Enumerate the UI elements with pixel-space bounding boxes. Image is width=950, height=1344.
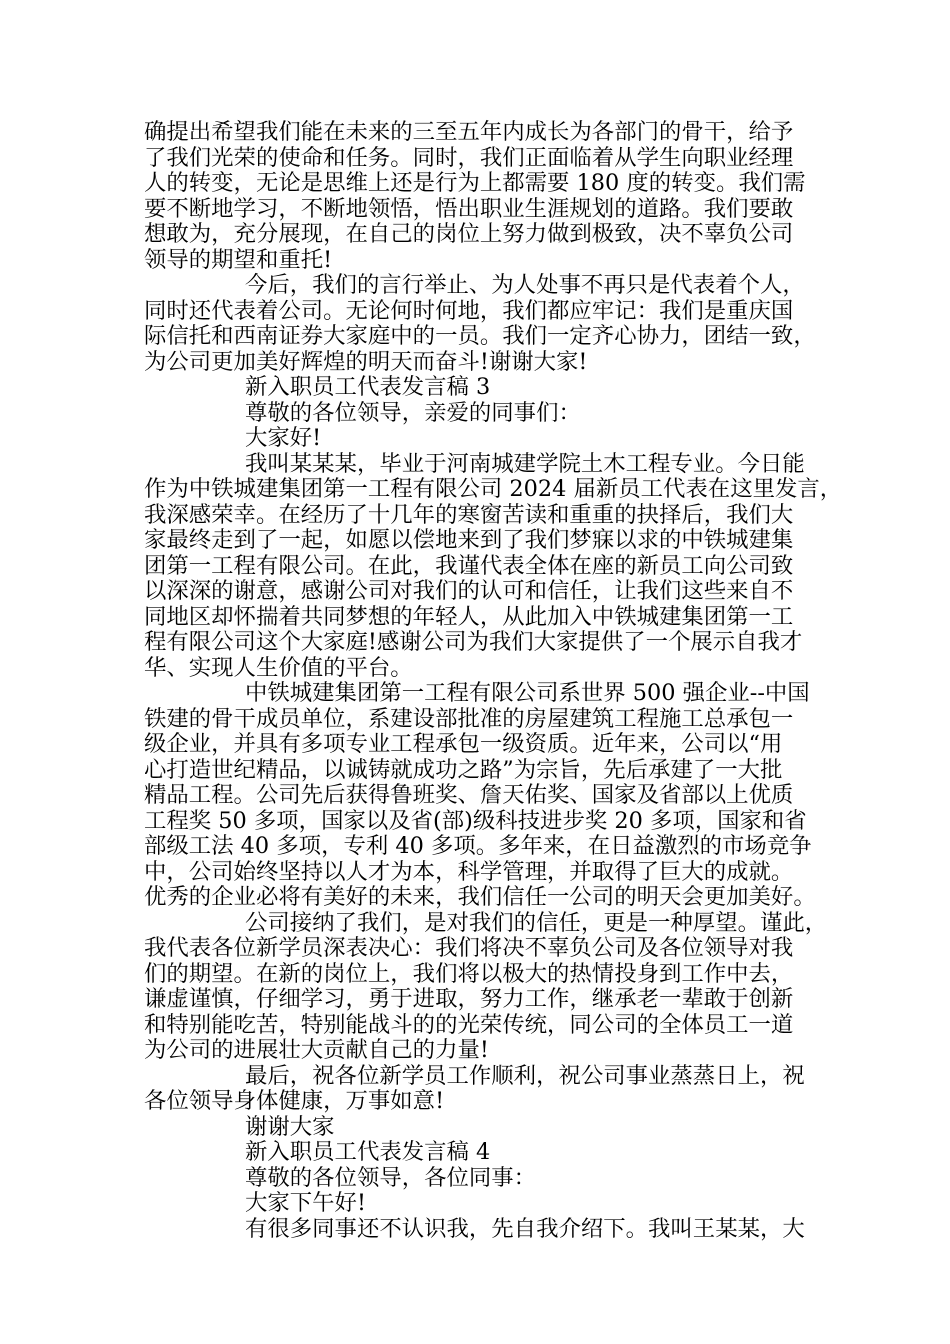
text-line: 以深深的谢意，感谢公司对我们的认可和信任，让我们这些来自不 — [144, 578, 794, 604]
text-line: 最后，祝各位新学员工作顺利，祝公司事业蒸蒸日上，祝 — [245, 1062, 805, 1089]
text-line: 谢谢大家 — [245, 1113, 335, 1140]
text-line: 我深感荣幸。在经历了十几年的寒窗苦读和重重的抉择后，我们大 — [144, 501, 794, 528]
text-line: 同地区却怀揣着共同梦想的年轻人，从此加入中铁城建集团第一工 — [144, 603, 794, 630]
text-line: 中，公司始终坚持以人才为本，科学管理，并取得了巨大的成就。 — [144, 858, 794, 885]
text-line: 尊敬的各位领导，亲爱的同事们： — [245, 399, 581, 426]
text-line: 优秀的企业必将有美好的未来，我们信任一公司的明天会更加美好。 — [144, 884, 816, 910]
text-line: 我代表各位新学员深表决心：我们将决不辜负公司及各位领导对我 — [144, 935, 794, 961]
text-line: 程有限公司这个大家庭!感谢公司为我们大家提供了一个展示自我才 — [144, 629, 803, 655]
text-line: 要不断地学习，不断地领悟，悟出职业生涯规划的道路。我们要敢 — [144, 195, 794, 222]
text-line: 精品工程。公司先后获得鲁班奖、詹天佑奖、国家及省部以上优质 — [144, 782, 794, 808]
text-line: 新入职员工代表发言稿 3 — [245, 374, 491, 400]
text-line: 谦虚谨慎，仔细学习，勇于进取，努力工作，继承老一辈敢于创新 — [144, 986, 794, 1012]
text-line: 部级工法 40 多项，专利 40 多项。多年来，在日益激烈的市场竞争 — [144, 833, 812, 859]
text-line: 今后，我们的言行举止、为人处事不再只是代表着个人， — [245, 272, 805, 298]
text-line: 有很多同事还不认识我，先自我介绍下。我叫王某某，大 — [245, 1215, 805, 1242]
text-line: 心打造世纪精品，以诚铸就成功之路”为宗旨，先后承建了一大批 — [144, 756, 783, 783]
text-line: 领导的期望和重托! — [144, 246, 333, 273]
text-line: 为公司的进展壮大贡献自己的力量! — [144, 1037, 489, 1063]
text-line: 尊敬的各位领导，各位同事： — [245, 1164, 537, 1191]
text-line: 为公司更加美好辉煌的明天而奋斗!谢谢大家! — [144, 348, 588, 375]
document-page — [144, 119, 843, 1242]
text-line: 了我们光荣的使命和任务。同时，我们正面临着从学生向职业经理 — [144, 144, 794, 171]
text-line: 工程奖 50 多项，国家以及省(部)级科技进步奖 20 多项，国家和省 — [144, 807, 807, 834]
text-line: 各位领导身体健康，万事如意! — [144, 1088, 445, 1114]
text-line: 作为中铁城建集团第一工程有限公司 2024 届新员工代表在这里发言， — [144, 476, 843, 502]
text-line: 大家下午好! — [245, 1190, 366, 1216]
text-line: 铁建的骨干成员单位，系建设部批准的房屋建筑工程施工总承包一 — [144, 705, 794, 732]
text-line: 同时还代表着公司。无论何时何地，我们都应牢记：我们是重庆国 — [144, 297, 794, 324]
text-line: 际信托和西南证券大家庭中的一员。我们一定齐心协力，团结一致， — [144, 323, 816, 349]
text-line: 我叫某某某，毕业于河南城建学院土木工程专业。今日能 — [245, 450, 805, 477]
text-line: 想敢为，充分展现，在自己的岗位上努力做到极致，决不辜负公司 — [144, 221, 794, 247]
text-line: 和特别能吃苦，特别能战斗的的光荣传统，同公司的全体员工一道 — [144, 1011, 794, 1038]
text-line: 们的期望。在新的岗位上，我们将以极大的热情投身到工作中去， — [144, 960, 794, 987]
text-line: 家最终走到了一起，如愿以偿地来到了我们梦寐以求的中铁城建集 — [144, 527, 794, 553]
text-line: 新入职员工代表发言稿 4 — [245, 1139, 491, 1165]
text-line: 大家好! — [245, 425, 322, 451]
text-line: 确提出希望我们能在未来的三至五年内成长为各部门的骨干，给予 — [144, 119, 794, 145]
text-line: 华、实现人生价值的平台。 — [144, 654, 413, 681]
text-line: 级企业，并具有多项专业工程承包一级资质。近年来，公司以“用 — [144, 731, 783, 757]
text-line: 人的转变，无论是思维上还是行为上都需要 180 度的转变。我们需 — [144, 170, 806, 196]
text-line: 公司接纳了我们，是对我们的信任，更是一种厚望。谨此， — [245, 909, 828, 936]
text-line: 团第一工程有限公司。在此，我谨代表全体在座的新员工向公司致 — [144, 552, 794, 579]
text-line: 中铁城建集团第一工程有限公司系世界 500 强企业--中国 — [245, 680, 810, 706]
